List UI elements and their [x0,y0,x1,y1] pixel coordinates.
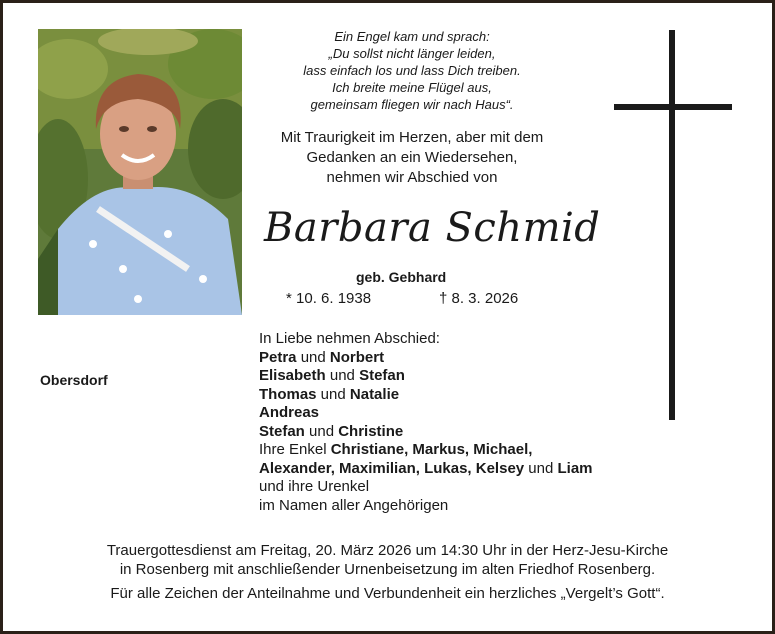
mourner-name: Christiane, Markus, Michael, [330,441,533,458]
poem-line: gemeinsam fliegen wir nach Haus“. [310,97,514,112]
service-info [30,541,745,579]
hometown: Obersdorf [40,372,108,388]
mourner-line [259,367,593,386]
mourner-line [259,478,593,497]
birth-date: * 10. 6. 1938 [286,290,372,307]
death-date: † 8. 3. 2026 [439,290,519,307]
mourner-connector: im Namen aller Angehörigen [259,496,449,514]
maiden-name: geb. Gebhard [356,269,447,285]
poem-line: Ein Engel kam und sprach: [334,29,490,44]
mourner-line [259,349,593,368]
poem-line: Ich breite meine Flügel aus, [332,80,492,95]
intro-line: Gedanken an ein Wiedersehen, [306,149,518,166]
mourners-list [259,330,593,515]
intro-line: Mit Traurigkeit im Herzen, aber mit dem [280,129,544,146]
poem [252,28,572,113]
service-line: in Rosenberg mit anschließender Urnenbeisetzung im alten Friedhof Rosenberg. [119,561,656,578]
mourner-connector: und [524,459,558,477]
service-line: Trauergottesdienst am Freitag, 20. März 2026 um 14:30 Uhr in der Herz-Jesu-Kirche [106,542,669,559]
poem-line: lass einfach los und lass Dich treiben. [303,63,521,78]
mourner-connector: Ihre Enkel [259,441,331,458]
poem-line: „Du sollst nicht länger leiden, [328,46,496,61]
intro-line: nehmen wir Abschied von [326,169,498,186]
mourner-line [259,460,593,479]
thanks-text: Für alle Zeichen der Anteilnahme und Verbundenheit ein herzliches „Vergelt’s Gott“. [110,585,665,602]
mourner-name: Stefan [259,422,305,440]
mourner-connector: und [316,385,350,403]
mourner-connector: und ihre Urenkel [259,478,370,495]
mourner-line [259,386,593,405]
mourner-name: Thomas [259,385,317,403]
mourner-connector: und [296,348,330,366]
mourner-name: Alexander, Maximilian, Lukas, Kelsey [259,459,525,477]
mourner-line [259,497,593,516]
mourner-line [259,404,593,423]
mourner-connector: und [304,422,339,440]
mourner-line [259,441,593,460]
mourner-name: Christine [338,422,404,440]
mourner-connector: und [325,367,360,384]
mourner-name: Natalie [349,385,400,403]
deceased-name: Barbara Schmid [264,205,601,251]
mourner-name: Liam [557,459,593,477]
cross-icon [614,30,734,420]
mourners-heading: In Liebe nehmen Abschied: [259,330,440,347]
mourner-name: Andreas [259,404,320,421]
mourner-name: Stefan [359,367,405,384]
mourner-name: Norbert [329,348,385,366]
mourner-name: Elisabeth [259,367,326,384]
mourner-line [259,423,593,442]
mourner-name: Petra [259,348,297,366]
portrait-photo [38,29,242,315]
intro-text [252,128,572,188]
